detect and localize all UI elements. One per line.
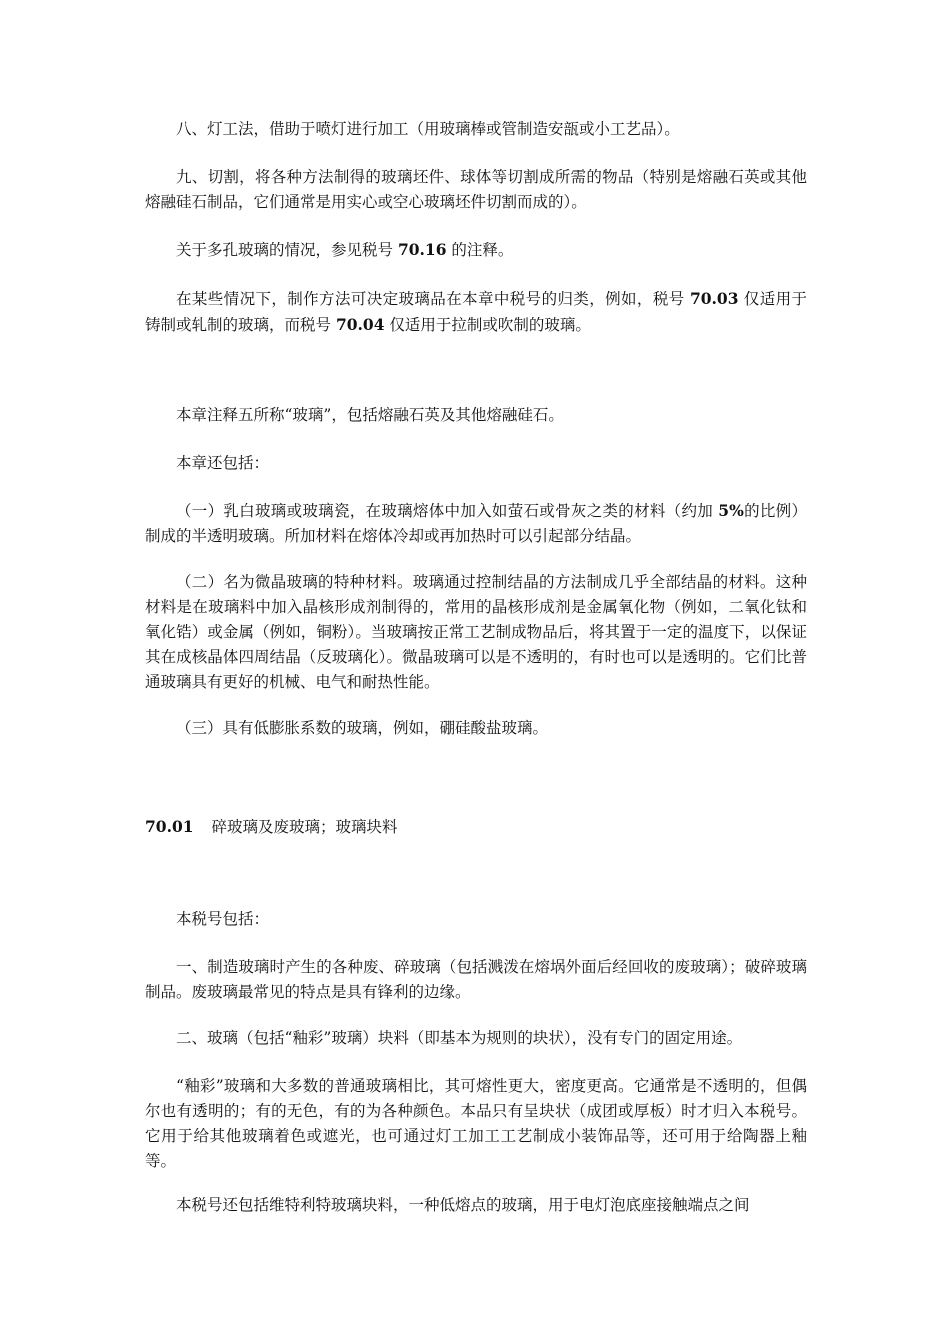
paragraph-item-1 — [145, 498, 807, 549]
paragraph-text: 二、玻璃（包括“釉彩”玻璃）块料（即基本为规则的块状），没有专门的固定用途。 — [176, 1029, 743, 1047]
paragraph-text: 本章注释五所称“玻璃”，包括熔融石英及其他熔融硅石。 — [176, 406, 564, 424]
paragraph-text: 仅适用于拉制或吹制的玻璃。 — [384, 316, 591, 334]
paragraph-porous-glass — [145, 237, 807, 263]
paragraph-text: 本税号还包括维特利特玻璃块料，一种低熔点的玻璃，用于电灯泡底座接触端点之间 — [176, 1196, 750, 1214]
paragraph-text: （一）乳白玻璃或玻璃瓷，在玻璃熔体中加入如萤石或骨灰之类的材料（约加 — [176, 502, 719, 520]
paragraph-heading-includes — [145, 907, 807, 932]
paragraph-vitrite — [145, 1193, 807, 1218]
paragraph-lamp-working — [145, 117, 807, 142]
paragraph-cutting — [145, 165, 807, 215]
tariff-code-reference: 70.16 — [397, 240, 447, 259]
paragraph-text: 八、灯工法，借助于喷灯进行加工（用玻璃棒或管制造安瓿或小工艺品）。 — [176, 120, 680, 138]
tariff-code-reference: 70.03 — [689, 289, 739, 308]
paragraph-text: “釉彩”玻璃和大多数的普通玻璃相比，其可熔性更大，密度更高。它通常是不透明的，但偶尔也有透明的；有的无色，有的为各种颜色。本品只有呈块状（成团或厚板）时才归入本税号。它用于给其他玻璃着色或遮光，也可通过灯工加工工艺制成小装饰品等，还可用于给陶器上釉等。 — [145, 1077, 807, 1170]
paragraph-classification — [145, 286, 807, 338]
paragraph-text: （三）具有低膨胀系数的玻璃，例如，硼硅酸盐玻璃。 — [176, 719, 549, 737]
paragraph-text: 在某些情况下，制作方法可决定玻璃品在本章中税号的归类，例如，税号 — [176, 290, 690, 308]
paragraph-text: 九、切割，将各种方法制得的玻璃坯件、球体等切割成所需的物品（特别是熔融石英或其他熔融硅石制品，它们通常是用实心或空心玻璃坯件切割而成的）。 — [145, 168, 807, 211]
paragraph-text: 一、制造玻璃时产生的各种废、碎玻璃（包括溅泼在熔埚外面后经回收的废玻璃）；破碎玻璃制品。废玻璃最常见的特点是具有锋利的边缘。 — [145, 958, 807, 1001]
paragraph-enamel-glass — [145, 1074, 807, 1174]
paragraph-item-3 — [145, 716, 807, 741]
percentage-value: 5% — [718, 501, 744, 520]
paragraph-text: 本税号包括： — [176, 910, 270, 928]
paragraph-text: 本章还包括： — [176, 454, 270, 472]
paragraph-text: 的比例）制成的半透明玻璃。所加材料在熔体冷却或再加热时可以引起部分结晶。 — [145, 502, 807, 545]
tariff-code-reference: 70.04 — [335, 315, 385, 334]
heading-code: 70.01 — [145, 817, 194, 836]
paragraph-waste-glass — [145, 955, 807, 1005]
paragraph-text: 仅适用于铸制或轧制的玻璃，而税号 — [145, 290, 807, 334]
heading-70-01 — [145, 814, 807, 840]
paragraph-text: （二）名为微晶玻璃的特种材料。玻璃通过控制结晶的方法制成几乎全部结晶的材料。这种材料是在玻璃料中加入晶核形成剂制得的，常用的晶核形成剂是金属氧化物（例如，二氧化钛和氧化锆）或金属（例如，铜粉）。当玻璃按正常工艺制成物品后，将其置于一定的温度下，以保证其在成核晶体四周结晶（反玻璃化）。微晶玻璃可以是不透明的，有时也可以是透明的。它们比普通玻璃具有更好的机械、电气和耐热性能。 — [145, 573, 807, 691]
paragraph-glass-mass — [145, 1026, 807, 1051]
paragraph-text: 关于多孔玻璃的情况，参见税号 — [176, 241, 398, 259]
paragraph-chapter-includes — [145, 451, 807, 476]
paragraph-chapter-note — [145, 403, 807, 428]
paragraph-item-2 — [145, 570, 807, 695]
paragraph-text: 的注释。 — [446, 241, 514, 259]
heading-title: 碎玻璃及废玻璃；玻璃块料 — [211, 818, 398, 836]
